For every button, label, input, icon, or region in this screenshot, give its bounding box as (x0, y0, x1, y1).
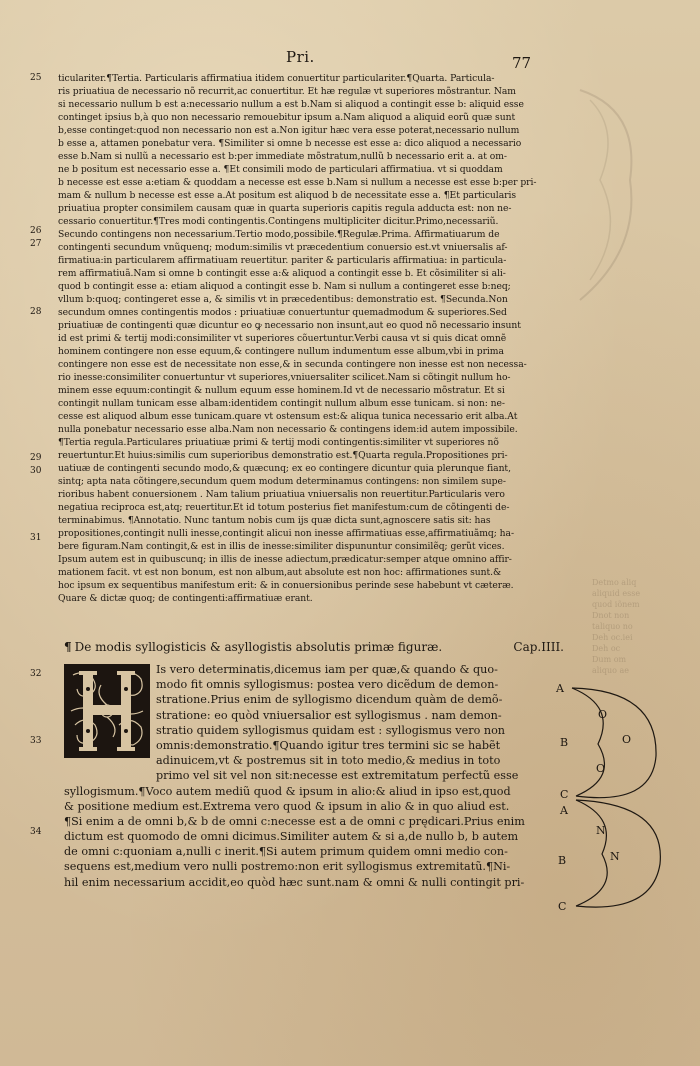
text-line: vllum b:quoq; contingeret esse a, & similis vt in præcedentibus: demonstratio est. ¶Secunda.Non (58, 294, 508, 305)
text-line: cessario conuertitur.¶Tres modi contingentis.Contingens multipliciter dicitur.Primo,necessariũ. (58, 216, 499, 227)
text-line: dictum est quomodo de omni dicimus.Similiter autem & si a,de nullo b, b autem (64, 830, 519, 844)
folio-number: 77 (512, 54, 532, 72)
text-line: modo fit omnis syllogismus: postea vero dicẽdum de demon- (156, 678, 499, 692)
text-line: reuertuntur.Et huius:similis cum superioribus demonstratio est.¶Quarta regula.Propositiones pri- (58, 450, 508, 461)
chapter-title: De modis syllogisticis & asyllogistis absolutis primæ figuræ. (74, 640, 443, 654)
diagram-label-C: C (558, 900, 567, 913)
marginal-number: 32 (30, 669, 42, 679)
text-line: b,esse continget:quod non necessario non est a.Non igitur hæc vera esse poterat,necessario nullum (58, 125, 520, 136)
marginal-number: 26 (30, 226, 42, 236)
text-line: ¶Tertia regula.Particulares priuatiuæ primi & tertij modi contingentis:similiter vt superiores nõ (58, 437, 499, 448)
text-line: priuatiua propter consimilem causam quæ in quarta superioris capitis regula adducta est: non ne- (58, 203, 512, 214)
text-line: de omni c:quoniam a,nulli c inerit.¶Si autem primum quidem omni medio con- (64, 845, 508, 859)
syllogism-diagram (548, 668, 668, 920)
text-line: omnis:demonstratio.¶Quando igitur tres termini sic se habẽt (156, 738, 501, 752)
marginal-number: 31 (30, 533, 42, 543)
text-line: syllogismum.¶Voco autem mediũ quod & ipsum in alio:& aliud in ipso est,quod (64, 784, 511, 798)
diagram-label-O: O (598, 708, 608, 721)
text-line: primo vel sit vel non sit:necesse est extremitatum perfectũ esse (156, 769, 519, 783)
chapter-number: Cap.IIII. (513, 640, 564, 654)
marginal-number: 27 (30, 239, 42, 249)
chapter-text-block (64, 662, 540, 890)
text-line: contingenti secundum vnũquenq; modum:similis vt præcedentium conuersio est.vt vniuersalis af- (58, 242, 508, 253)
text-line: hoc ipsum ex sequentibus manifestum erit: & in conuersionibus perinde sese habebunt vt cæteræ. (58, 580, 514, 591)
text-line: b esse a, attamen ponebatur vera. ¶Similiter si omne b necesse est esse a: dico aliquod a necessario (58, 138, 522, 149)
text-line: si necessario nullum b est a:necessario nullum a est b.Nam si aliquod a contingit esse b: aliquid esse (58, 99, 524, 110)
show-through-diagram (570, 70, 660, 320)
text-line: ¶Si enim a de omni b,& b de omni c:necesse est a de omni c prędicari.Prius enim (64, 814, 525, 828)
text-line: bere figuram.Nam contingit,& est in illis de inesse:similiter dispununtur consimilẽq; gerũt vices. (58, 541, 505, 552)
diagram-label-B: B (558, 854, 567, 867)
marginal-number: 29 (30, 453, 42, 463)
text-line: stratione: eo quòd vniuersalior est syllogismus . nam demon- (156, 708, 502, 722)
marginal-number: 33 (30, 736, 42, 746)
text-line: propositiones,contingit nulli inesse,contingit alicui non inesse affirmatiuas esse,affirmatiuãmq; ha- (58, 528, 515, 539)
marginal-number: 28 (30, 307, 42, 317)
text-line: hil enim necessarium accidit,eo quòd hæc sunt.nam & omni & nulli contingit pri- (64, 875, 525, 889)
diagram-label-N: N (610, 850, 620, 863)
text-line: negatiua reciproca est,atq; reuertitur.Et id totum posterius fiet manifestum:cum de cõtingenti de- (58, 502, 510, 513)
show-through-text: Detmo aliq aliquid esse quod iõnem Dnot non taliquo no Deh oc.iei Deh oc Dum om aliquo ae (592, 578, 641, 675)
text-line: rioribus habent conuersionem . Nam talium priuatiua vniuersalis non reuertitur.Particularis vero (58, 489, 505, 500)
text-line: nulla ponebatur necessario esse alba.Nam non necessario & contingens idem:id autem impossibile. (58, 424, 518, 435)
marginal-number: 34 (30, 827, 42, 837)
text-line: ticulariter.¶Tertia. Particularis affirmatiua itidem conuertitur particulariter.¶Quarta. Particula- (58, 73, 495, 84)
text-line: terminabimus. ¶Annotatio. Nunc tantum nobis cum ijs quæ dicta sunt,agnoscere satis sit: has (58, 515, 491, 526)
text-line: uatiuæ de contingenti secundo modo,& quæcunq; ex eo contingere dicuntur quia plerunque fiant, (58, 463, 511, 474)
text-line: Secundo contingens non necessarium.Tertio modo,possibile.¶Regulæ.Prima. Affirmatiuarum de (58, 229, 500, 240)
chapter-heading (64, 640, 564, 658)
main-text-block (58, 72, 566, 605)
text-line: & positione medium est.Extrema vero quod & ipsum in alio & in quo aliud est. (64, 799, 510, 813)
text-line: sintq; apta nata cõtingere,secundum quem modum determinamus contingens: non similem supe- (58, 476, 506, 487)
pilcrow-icon: ¶ (64, 640, 72, 654)
text-line: priuatiuæ de contingenti quæ dicuntur eo ꝙ necessario non insunt,aut eo quod nõ necessario insunt (58, 320, 521, 331)
text-line: sequens est,medium vero nulli postremo:non erit syllogismus extremitatũ.¶Ni- (64, 860, 511, 874)
text-line: quod b contingit esse a: etiam aliquod a contingit esse b. Nam si nullum a contingeret esse b:neq; (58, 281, 511, 292)
text-line: id est primi & tertij modi:consimiliter vt superiores cõuertuntur.Verbi causa vt si quis dicat omnẽ (58, 333, 507, 344)
text-line: stratione.Prius enim de syllogismo dicendum quàm de demõ- (156, 693, 503, 707)
diagram-label-C: C (560, 788, 569, 801)
text-line: contingit nullam tunicam esse albam:identidem contingit nullum album esse tunicam. si non: ne- (58, 398, 505, 409)
text-line: rio inesse:consimiliter conuertuntur vt superiores,vniuersaliter scilicet.Nam si cõtingit nullum ho- (58, 372, 511, 383)
text-line: adinuicem,vt & postremus sit in toto medio,& medius in toto (156, 754, 501, 768)
diagram-label-O: O (596, 762, 606, 775)
marginal-number: 25 (30, 73, 42, 83)
text-line: Ipsum autem est in quibuscunq; in illis de inesse adiectum,prædicatur:semper atque omnino affir- (58, 554, 512, 565)
text-line: stratio quidem syllogismus quidam est : syllogismus vero non (156, 723, 506, 737)
text-line: hominem contingere non esse equum,& contingere nullum indumentum esse album,vbi in prima (58, 346, 504, 357)
diagram-label-B: B (560, 736, 569, 749)
text-line: mam & nullum b necesse est esse a.At positum est aliquod b de necessitate esse a. ¶Et particularis (58, 190, 517, 201)
text-line: ris priuatiua de necessario nõ recurrit,ac conuertitur. Et hæ regulæ vt superiores mõstrantur. Nam (58, 86, 516, 97)
diagram-label-A: A (556, 682, 564, 695)
running-head: Pri. (286, 48, 315, 66)
text-line: firmatiua:in particularem affirmatiuam reuertitur. pariter & particularis affirmatiua: in particula- (58, 255, 507, 266)
text-line: Is vero determinatis,dicemus iam per quæ,& quando & quo- (156, 663, 498, 676)
text-line: contingere non esse est de necessitate non esse,& in secunda contingere non inesse est non necessa- (58, 359, 527, 370)
diagram-label-O: O (622, 733, 632, 746)
page-header (0, 48, 700, 70)
text-line: secundum omnes contingentis modos : priuatiuæ conuertuntur quemadmodum & superiores.Sed (58, 307, 507, 318)
text-line: minem esse equum:contingit & nullum equum esse hominem.Id vt de necessario mõstratur. Et si (58, 385, 505, 396)
text-line: esse b.Nam si nullũ a necessario est b:per immediate mõstratum,nullũ b necessario erit a. at om- (58, 151, 507, 162)
diagram-label-N: N (596, 824, 606, 837)
diagram-label-A: A (560, 804, 568, 817)
text-line: ne b positum est necessario esse a. ¶Et consimili modo de particulari affirmatiua. vt si quoddam (58, 164, 503, 175)
text-line: b necesse est esse a:etiam & quoddam a necesse est esse b.Nam si nullum a necesse est esse b:per pri- (58, 177, 537, 188)
marginal-number: 30 (30, 466, 42, 476)
text-line: continget ipsius b,à quo non necessario remouebitur ipsum a.Nam aliquod a aliquid eorũ quæ sunt (58, 112, 516, 123)
text-line: mationem facit. vt est non bonum, est non album,aut absolute est non hoc: affirmationes sunt.& (58, 567, 502, 578)
text-line: cesse est aliquod album esse tunicam.quare vt ostensum est:& aliqua tunica necessario erit alba.At (58, 411, 518, 422)
text-line: Quare & dictæ quoq; de contingenti:affirmatiuæ erant. (58, 593, 313, 604)
text-line: rem affirmatiuã.Nam si omne b contingit esse a:& aliquod a contingit esse b. Et cõsimiliter si ali- (58, 268, 506, 279)
